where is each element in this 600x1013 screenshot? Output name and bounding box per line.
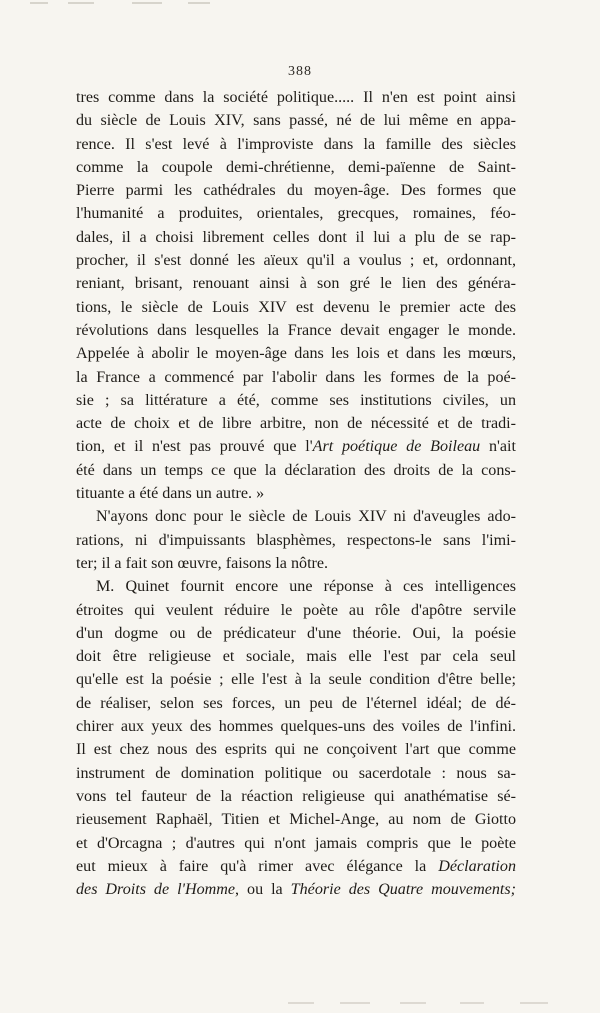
text-line: rence. Il s'est levé à l'improviste dans la famille des siècles xyxy=(76,135,516,153)
text-line: tion, et il n'est pas prouvé que l'Art poétique de Boileau n'ait xyxy=(76,438,516,456)
text-line: chirer aux yeux des hommes quelques-uns des voiles de l'infini. xyxy=(76,718,516,736)
text-line: Pierre parmi les cathédrales du moyen-âge. Des formes que xyxy=(76,182,516,200)
text-line: été dans un temps ce que la déclaration des droits de la cons- xyxy=(76,461,516,479)
page-text xyxy=(76,86,516,901)
text-line: tituante a été dans un autre. » xyxy=(76,485,265,503)
text-line: N'ayons donc pour le siècle de Louis XIV ni d'aveugles ado- xyxy=(96,508,516,526)
text-line: instrument de domination politique ou sacerdotale : nous sa- xyxy=(76,764,516,782)
italic-title: des Droits de l'Homme xyxy=(76,881,236,899)
top-edge-marks xyxy=(28,0,588,8)
text-line: rations, ni d'impuissants blasphèmes, respectons-le sans l'imi- xyxy=(76,531,516,549)
text-line: ter; il a fait son œuvre, faisons la nôtre. xyxy=(76,554,329,572)
text-line: étroites qui veulent réduire le poète au rôle d'apôtre servile xyxy=(76,601,516,619)
text-line: des Droits de l'Homme, ou la Théorie des Quatre mouvements; xyxy=(76,881,516,899)
text-line: doit être religieuse et sociale, mais elle l'est par cela seul xyxy=(76,648,516,666)
text-line: Il est chez nous des esprits qui ne conçoivent l'art que comme xyxy=(76,741,516,759)
bottom-edge-marks xyxy=(280,998,580,1008)
italic-title: Art poétique de Boileau xyxy=(312,438,481,456)
text-line: du siècle de Louis XIV, sans passé, né de lui même en appa- xyxy=(76,112,516,130)
text-line: Appelée à abolir le moyen-âge dans les lois et dans les mœurs, xyxy=(76,345,516,363)
text-line: de réaliser, selon ses forces, un peu de l'éternel idéal; de dé- xyxy=(76,694,516,712)
text-line: sie ; sa littérature a été, comme ses institutions civiles, un xyxy=(76,391,516,409)
text-line: tions, le siècle de Louis XIV est devenu le premier acte des xyxy=(76,298,516,316)
page-number: 388 xyxy=(288,64,312,79)
text-line: eut mieux à faire qu'à rimer avec élégance la Déclaration xyxy=(76,857,516,875)
text-line: procher, il s'est donné les aïeux qu'il a voulus ; et, ordonnant, xyxy=(76,252,516,270)
text-line: révolutions dans lesquelles la France devait engager le monde. xyxy=(76,321,516,339)
text-line: rieusement Raphaël, Titien et Michel-Ange, au nom de Giotto xyxy=(76,811,516,829)
text-line: et d'Orcagna ; d'autres qui n'ont jamais compris que le poète xyxy=(76,834,516,852)
text-line: vons tel fauteur de la réaction religieuse qui anathématise sé- xyxy=(76,787,516,805)
text-line: d'un dogme ou de prédicateur d'une théorie. Oui, la poésie xyxy=(76,624,516,642)
text-line: comme la coupole demi-chrétienne, demi-païenne de Saint- xyxy=(76,158,516,176)
text-line: tres comme dans la société politique..... Il n'en est point ainsi xyxy=(76,89,516,106)
text-line: la France a commencé par l'abolir dans les formes de la poé- xyxy=(76,368,516,386)
text-line: acte de choix et de libre arbitre, non de nécessité et de tradi- xyxy=(76,415,516,433)
italic-title: Théorie des Quatre mouvements; xyxy=(290,881,516,899)
text-line: l'humanité a produites, orientales, grecques, romaines, féo- xyxy=(76,205,516,223)
text-line: M. Quinet fournit encore une réponse à ces intelligences xyxy=(96,578,516,596)
text-line: qu'elle est la poésie ; elle l'est à la seule condition d'être belle; xyxy=(76,671,516,689)
italic-title: Déclaration xyxy=(438,857,516,875)
text-line: dales, il a choisi librement celles dont il lui a plu de se rap- xyxy=(76,228,516,246)
text-line: reniant, brisant, renouant ainsi à son gré le lien des généra- xyxy=(76,275,516,293)
